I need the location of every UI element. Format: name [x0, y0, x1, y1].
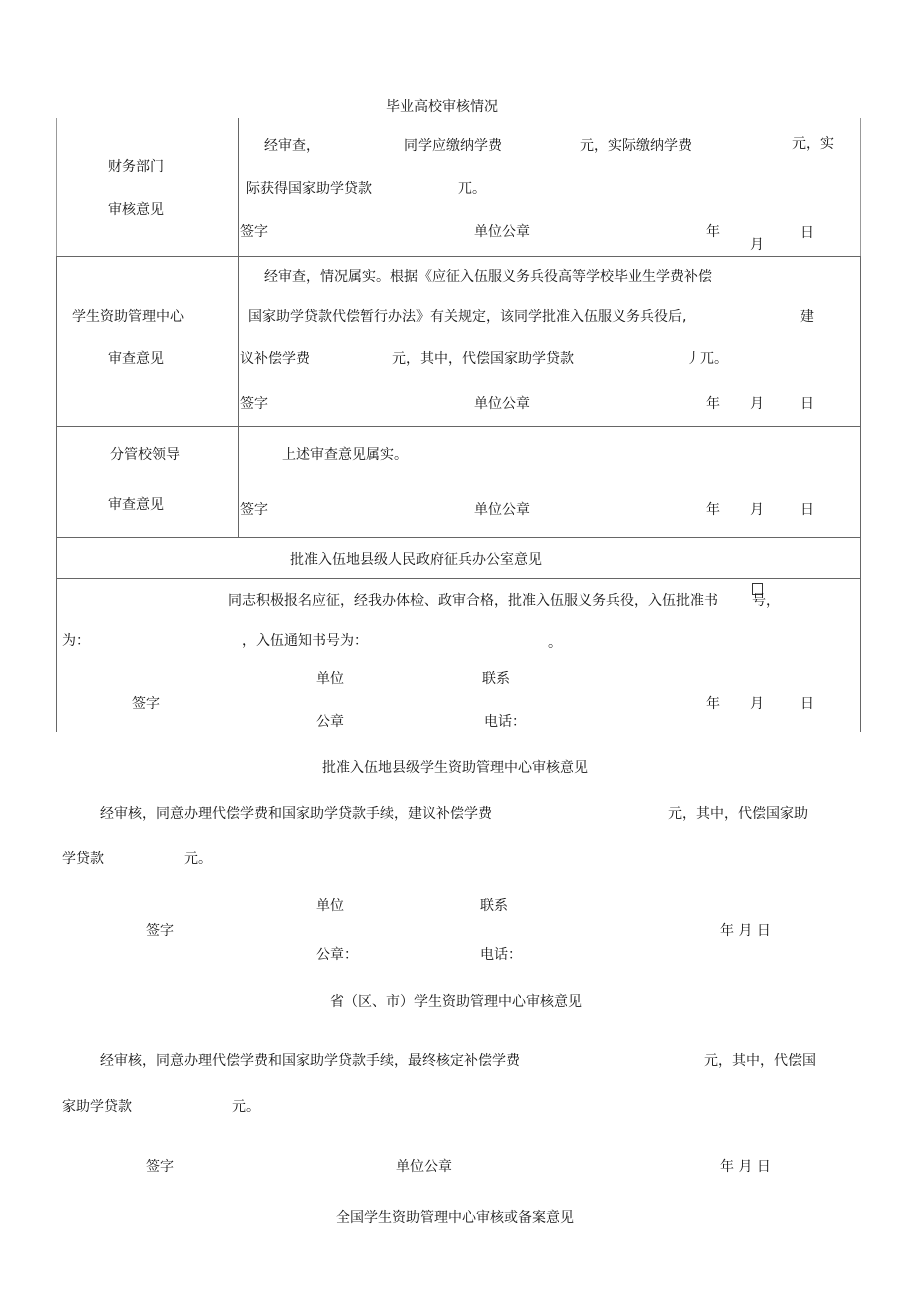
finance-day: 日	[800, 225, 814, 241]
aid-center-year: 年	[706, 396, 720, 412]
finance-text-4: 元，实	[792, 136, 834, 152]
county-aid-header: 批准入伍地县级学生资助管理中心审核意见	[322, 760, 588, 776]
leader-text-1: 上述审查意见属实。	[282, 447, 408, 463]
finance-text-2: 同学应缴纳学费	[404, 138, 502, 154]
row-divider-3	[56, 537, 861, 538]
province-aid-text-2: 元，其中，代偿国	[704, 1053, 816, 1069]
section-title: 毕业高校审核情况	[386, 99, 498, 115]
recruit-sign: 签字	[132, 696, 160, 712]
national-header: 全国学生资助管理中心审核或备案意见	[336, 1210, 574, 1226]
province-aid-text-1: 经审核，同意办理代偿学费和国家助学贷款手续，最终核定补偿学费	[100, 1053, 520, 1069]
finance-month: 月	[750, 237, 764, 253]
finance-label-line1: 财务部门	[108, 159, 164, 175]
aid-center-text-6: 丿兀。	[686, 351, 728, 367]
province-aid-seal: 单位公章	[396, 1159, 452, 1175]
recruit-text-2: 号，	[752, 593, 780, 609]
aid-center-seal: 单位公章	[474, 396, 530, 412]
row-divider-1	[56, 256, 861, 257]
province-aid-text-4: 元。	[232, 1099, 260, 1115]
county-aid-text-1: 经审核，同意办理代偿学费和国家助学贷款手续，建议补偿学费	[100, 806, 492, 822]
county-aid-unit: 单位	[316, 898, 344, 914]
leader-label-line1: 分管校领导	[110, 447, 180, 463]
recruit-year: 年	[706, 696, 720, 712]
finance-sign: 签字	[240, 224, 268, 240]
recruit-text-1: 同志积极报名应征，经我办体检、政审合格，批准入伍服义务兵役，入伍批准书	[228, 593, 718, 609]
finance-year: 年	[706, 224, 720, 240]
aid-center-label-line1: 学生资助管理中心	[72, 309, 184, 325]
aid-center-text-4: 议补偿学费	[240, 351, 310, 367]
aid-center-text-1: 经审查，情况属实。根据《应征入伍服义务兵役高等学校毕业生学费补偿	[264, 269, 712, 285]
aid-center-day: 日	[800, 396, 814, 412]
county-aid-sign: 签字	[146, 923, 174, 939]
recruit-month: 月	[750, 696, 764, 712]
recruit-header: 批准入伍地县级人民政府征兵办公室意见	[290, 552, 542, 568]
leader-year: 年	[706, 502, 720, 518]
county-aid-contact: 联系	[480, 898, 508, 914]
recruit-text-4: ，入伍通知书号为：	[242, 633, 368, 649]
finance-text-3: 元，实际缴纳学费	[580, 138, 692, 154]
aid-center-text-5: 元，其中，代偿国家助学贷款	[392, 351, 574, 367]
province-aid-sign: 签字	[146, 1159, 174, 1175]
leader-seal: 单位公章	[474, 502, 530, 518]
province-aid-text-3: 家助学贷款	[62, 1099, 132, 1115]
county-aid-seal: 公章：	[316, 947, 358, 963]
recruit-day: 日	[800, 696, 814, 712]
recruit-text-3: 为：	[62, 633, 90, 649]
finance-text-5: 际获得国家助学贷款	[246, 181, 372, 197]
finance-text-1: 经审查，	[264, 138, 320, 154]
province-aid-date: 年 月 日	[720, 1159, 771, 1175]
province-aid-header: 省（区、市）学生资助管理中心审核意见	[330, 994, 582, 1010]
table-left-border	[56, 256, 57, 732]
leader-label-line2: 审查意见	[108, 497, 164, 513]
row-divider-4	[56, 578, 861, 579]
recruit-unit: 单位	[316, 671, 344, 687]
county-aid-text-2: 元，其中，代偿国家助	[668, 806, 808, 822]
county-aid-text-4: 元。	[184, 851, 212, 867]
aid-center-text-2: 国家助学贷款代偿暂行办法》有关规定，该同学批准入伍服义务兵役后,	[248, 309, 687, 325]
county-aid-date: 年 月 日	[720, 923, 771, 939]
recruit-seal: 公章	[316, 714, 344, 730]
county-aid-phone: 电话：	[480, 947, 522, 963]
recruit-text-5: 。	[548, 635, 562, 651]
recruit-phone: 电话：	[484, 714, 526, 730]
leader-sign: 签字	[240, 502, 268, 518]
row-divider-2	[56, 426, 861, 427]
finance-text-6: 兀。	[458, 181, 486, 197]
aid-center-month: 月	[750, 396, 764, 412]
county-aid-text-3: 学贷款	[62, 851, 104, 867]
finance-seal: 单位公章	[474, 224, 530, 240]
aid-center-sign: 签字	[240, 396, 268, 412]
leader-day: 日	[800, 502, 814, 518]
aid-center-text-3: 建	[800, 309, 814, 325]
leader-month: 月	[750, 502, 764, 518]
table-right-border-top	[860, 118, 861, 258]
table-right-border	[860, 256, 861, 732]
recruit-contact: 联系	[482, 671, 510, 687]
column-divider	[238, 118, 239, 538]
aid-center-label-line2: 审查意见	[108, 351, 164, 367]
finance-label-line2: 审核意见	[108, 202, 164, 218]
table-left-border-top	[56, 118, 57, 258]
